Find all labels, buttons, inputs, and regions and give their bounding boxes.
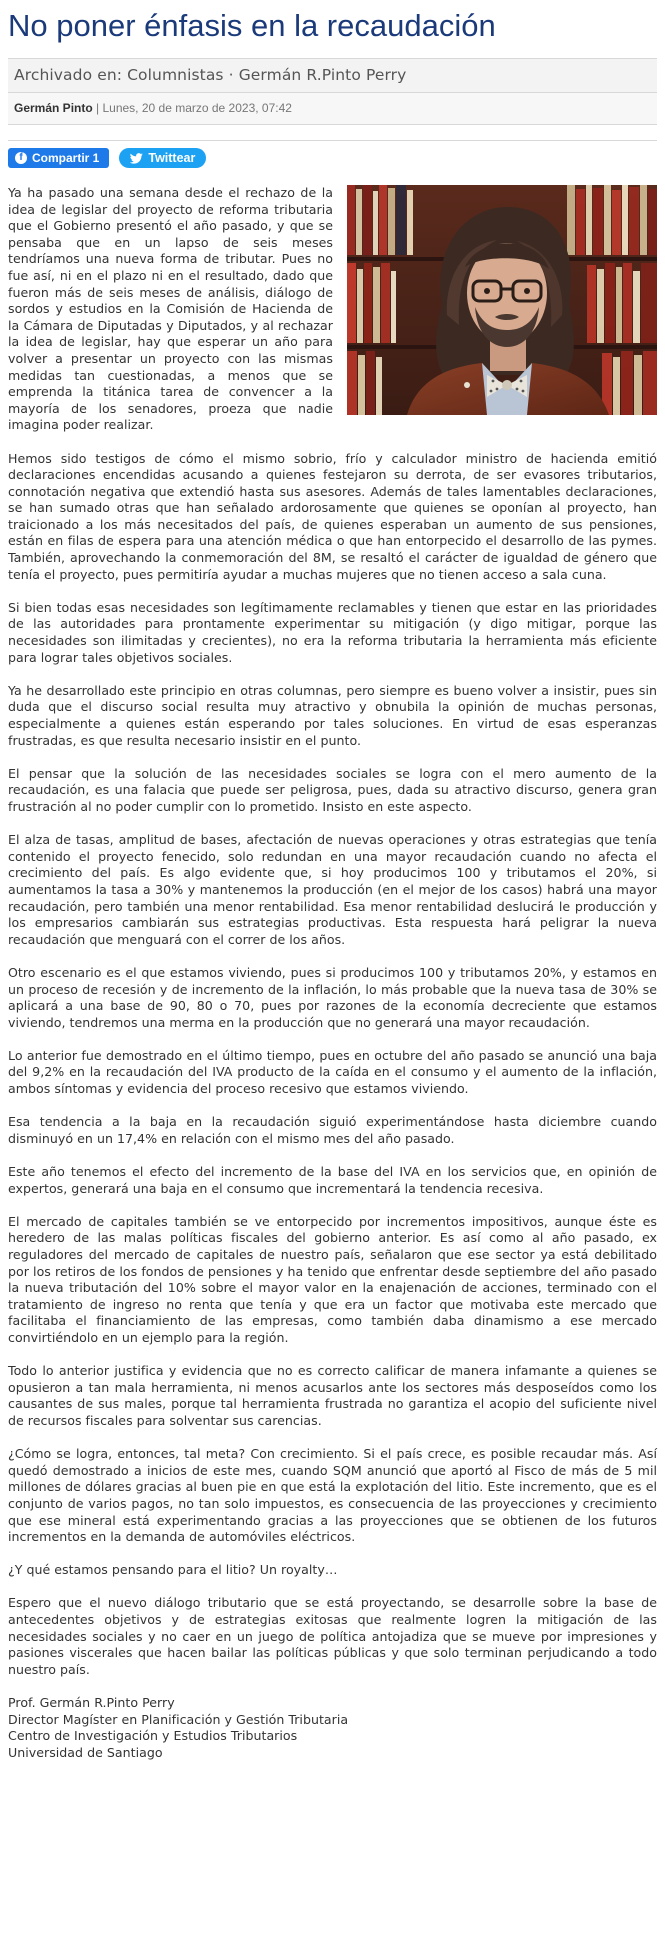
twitter-share-label: Twittear — [148, 151, 196, 165]
publish-date: | Lunes, 20 de marzo de 2023, 07:42 — [92, 101, 292, 115]
article-body — [8, 185, 657, 1761]
author-portrait-image — [347, 185, 657, 415]
article-paragraph: Todo lo anterior justifica y evidencia que no es correcto calificar de manera infamante a quienes se opusieron a tan mala herramienta, ni menos acusarlos ante los sectores más desposeídos como los causantes de sus males, porque tal herramienta frustrada no garantiza el acopio del suficiente nivel de recursos fiscales para solventar sus carencias. — [8, 1363, 657, 1428]
signature-title: Director Magíster en Planificación y Gestión Tributaria — [8, 1711, 349, 1727]
author-signature — [8, 1695, 657, 1761]
article-paragraph: El pensar que la solución de las necesidades sociales se logra con el mero aumento de la recaudación, es una falacia que puede ser peligrosa, pues, dada su atractivo discurso, genera gran frustración al no poder cumplir con lo prometido. Insisto en este aspecto. — [8, 765, 657, 814]
article-paragraph: Esa tendencia a la baja en la recaudación siguió experimentándose hasta diciembre cuando disminuyó en un 17,4% en relación con el mismo mes del año pasado. — [8, 1114, 657, 1146]
signature-university: Universidad de Santiago — [8, 1744, 163, 1760]
article-paragraph: ¿Cómo se logra, entonces, tal meta? Con crecimiento. Si el país crece, es posible recaudar más. Así quedó demostrado a inicios de este mes, cuando SQM anunció que aportó al Fisco de más de 5 mil millones de dólares gracias al buen pie en que está la explotación del litio. Este incremento, que es el conjunto de varios pagos, no tan solo impuestos, es consecuencia de las proyecciones y crecimiento que ese mineral está experimentando gracias a las proyecciones que se obtienen de los futuros incrementos en la demanda de automóviles eléctricos. — [8, 1446, 657, 1545]
facebook-share-label: Compartir 1 — [32, 151, 100, 165]
share-bar — [8, 148, 657, 168]
article-page — [0, 6, 665, 1761]
archived-in: Archivado en: Columnistas · Germán R.Pinto Perry — [8, 58, 657, 93]
article-paragraph: Este año tenemos el efecto del incremento de la base del IVA en los servicios que, en opinión de expertos, generará una baja en el consumo que incrementará la tendencia recesiva. — [8, 1164, 657, 1196]
twitter-share-button[interactable] — [119, 148, 206, 168]
article-paragraph: El mercado de capitales también se ve entorpecido por incrementos impositivos, aunque éste es heredero de las malas políticas fiscales del gobierno anterior. Es así como al año pasado, ex reguladores del mercado de capitales de nuestro país, señalaron que ese sector ya está debilitado por los retiros de los fondos de pensiones y ha tenido que enfrentar desde septiembre del año pasado la nueva tributación del 10% sobre el mayor valor en la enajenación de acciones, terminado con el tratamiento de ingreso no renta que tenía y que era un factor que motivaba este mercado que facilitaba el financiamiento de las empresas, como también daba dinamismo a ese mercado convirtiéndolo en un ejemplo para la región. — [8, 1213, 657, 1345]
article-title: No poner énfasis en la recaudación — [8, 8, 496, 43]
divider — [8, 125, 657, 141]
article-paragraph: ¿Y qué estamos pensando para el litio? Un royalty… — [8, 1562, 338, 1578]
signature-name: Prof. Germán R.Pinto Perry — [8, 1695, 175, 1711]
facebook-icon: f — [15, 152, 27, 164]
article-paragraph: El alza de tasas, amplitud de bases, afectación de nuevas operaciones y otras estrategias que tenía contenido el proyecto fenecido, solo redundan en una mayor recaudación cuando no afecta el crecimiento del país. Es algo evidente que, si hoy producimos 100 y tributamos el 20%, si aumentamos la tasa a 30% y mantenemos la producción (en el mejor de los casos) habrá una mayor recaudación, pero también una menor rentabilidad. Esa menor rentabilidad deslucirá le producción y los empresarios cambiarán sus estrategias productivas. Esta respuesta hará peligrar la nueva recaudación que menguará con el correr de los años. — [8, 832, 657, 947]
article-paragraph: Otro escenario es el que estamos viviendo, pues si producimos 100 y tributamos 20%, y estamos en un proceso de recesión y de incremento de la inflación, lo más probable que la nueva tasa de 30% se aplicará a una base de 90, 80 o 70, pues por razones de la economía decreciente que estamos viviendo, tendremos una merma en la producción que no generará una mayor recaudación. — [8, 964, 657, 1030]
facebook-share-button[interactable] — [8, 148, 109, 168]
twitter-bird-icon — [130, 153, 143, 164]
byline — [8, 93, 657, 125]
article-paragraph: Hemos sido testigos de cómo el mismo sobrio, frío y calculador ministro de hacienda emitió declaraciones encendidas acusando a quienes festejaron su derrota, de ser evasores tributarios, connotación negativa que extendió hasta sus asesores. Además de tales lamentables declaraciones, se han sumado otras que han señalado ardorosamente que quienes se oponían al proyecto, han traicionado a los más necesitados del país, de quienes esperaban un aumento de sus pensiones, están en filas de espera para una atención médica o que han entorpecido el desarrollo de las pymes. También, aprovechando la conmemoración del 8M, se resaltó el carácter de igualdad de género que tenía el proyecto, pues permitiría ayudar a muchas mujeres que no tienen acceso a sala cuna. — [8, 450, 657, 582]
signature-center: Centro de Investigación y Estudios Tributarios — [8, 1728, 298, 1744]
article-paragraph: Ya ha pasado una semana desde el rechazo de la idea de legislar del proyecto de reforma tributaria que el Gobierno presentó el año pasado, y que se pensaba que en un lapso de seis meses tendríamos una nueva forma de tributar. Pues no fue así, ni en el plazo ni en el resultado, dado que fueron más de seis meses de análisis, diálogo de sordos y estudios en la Comisión de Hacienda de la Cámara de Diputadas y Diputados, y al rechazar la idea de legislar, hay que esperar un año para volver a presentar un proyecto con las mismas medidas tan cuestionadas, a menos que se emprenda la titánica tarea de convencer a la mayoría de los senadores, proeza que nadie imagina poder realizar. — [8, 185, 333, 433]
author-photo — [347, 185, 657, 415]
article-paragraph: Ya he desarrollado este principio en otras columnas, pero siempre es bueno volver a insistir, pues sin duda que el discurso social resulta muy atractivo y obnubila la opinión de muchas personas, especialmente a quienes están esperando por tales soluciones. En virtud de esas esperanzas frustradas, es que resulta necesario insistir en el punto. — [8, 682, 657, 748]
article-paragraph: Lo anterior fue demostrado en el último tiempo, pues en octubre del año pasado se anunció una baja del 9,2% en la recaudación del IVA producto de la caída en el consumo y el aumento de la inflación, ambos síntomas y evidencia del proceso recesivo que estamos viviendo. — [8, 1047, 657, 1097]
article-paragraph: Espero que el nuevo diálogo tributario que se está proyectando, se desarrolle sobre la base de antecedentes objetivos y de estrategias exitosas que realmente logren la mitigación de las necesidades sociales y no caer en un juego de política antojadiza que se mueve por impresiones y pasiones viscerales que hacen bailar las políticas públicas y que solo terminan perjudicando a todo nuestro país. — [8, 1595, 657, 1677]
author-name[interactable]: Germán Pinto — [14, 101, 93, 115]
article-paragraph: Si bien todas esas necesidades son legítimamente reclamables y tienen que estar en las prioridades de las autoridades para prontamente experimentar su mitigación (y digo mitigar, porque las necesidades son ilimitadas y crecientes), no era la reforma tributaria la herramienta más eficiente para lograr tales objetivos sociales. — [8, 599, 657, 665]
